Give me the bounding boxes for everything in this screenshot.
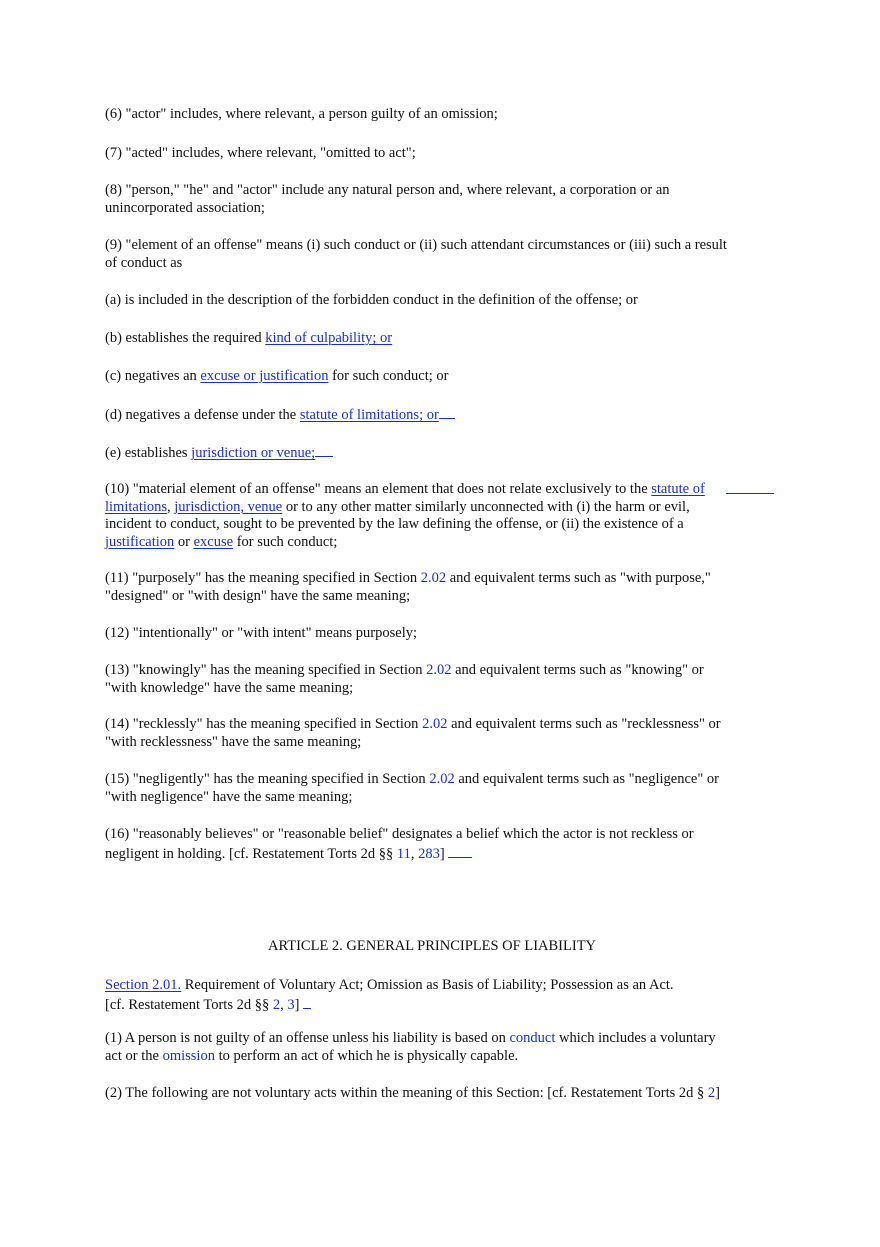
- definition-16: (16) "reasonably believes" or "reasonable belief" designates a belief which the actor is not reckless or negligent in holding. [cf. Restatement Torts 2d §§ 11, 283]: [105, 826, 694, 862]
- omission-link[interactable]: omission: [162, 1047, 215, 1064]
- restatement-11-link[interactable]: 11: [396, 845, 411, 862]
- definition-13: (13) "knowingly" has the meaning specified in Section 2.02 and equivalent terms such as "knowing" or "with knowledge" have the same meaning;: [105, 662, 704, 696]
- definition-9e: (e) establishes jurisdiction or venue;: [105, 443, 735, 463]
- definition-9d: (d) negatives a defense under the statute of limitations; or: [105, 405, 735, 425]
- definition-9a: (a) is included in the description of the forbidden conduct in the definition of the offense; or: [105, 292, 638, 308]
- section-2-02-link[interactable]: 2.02: [420, 570, 447, 586]
- restatement-2-link[interactable]: 2: [272, 996, 281, 1013]
- section-2-01-paragraph-1: (1) A person is not guilty of an offense unless his liability is based on conduct which includes a voluntary act or the omission to perform an act of which he is physically capable.: [105, 1030, 716, 1064]
- definition-9b: (b) establishes the required kind of culpability; or: [105, 330, 393, 346]
- definition-9c: (c) negatives an excuse or justification for such conduct; or: [105, 368, 449, 384]
- excuse-justification-link[interactable]: excuse or justification: [200, 368, 329, 384]
- section-2-01-paragraph-2: (2) The following are not voluntary acts within the meaning of this Section: [cf. Restatement Torts 2d § 2]: [105, 1085, 720, 1101]
- section-2-02-link[interactable]: 2.02: [426, 662, 452, 678]
- statute-of-limitations-link[interactable]: statute of limitations: [105, 481, 705, 515]
- conduct-link[interactable]: conduct: [509, 1030, 556, 1046]
- definition-7: (7) "acted" includes, where relevant, "omitted to act";: [105, 145, 416, 161]
- kind-of-culpability-link[interactable]: kind of culpability; or: [265, 330, 393, 346]
- link-underline-blank: [315, 443, 333, 457]
- definition-12: (12) "intentionally" or "with intent" means purposely;: [105, 625, 418, 641]
- definition-6: (6) "actor" includes, where relevant, a person guilty of an omission;: [105, 106, 498, 122]
- statute-of-limitations-link[interactable]: statute of limitations; or: [299, 407, 439, 423]
- jurisdiction-venue-link[interactable]: jurisdiction, venue: [174, 498, 283, 515]
- definition-14: (14) "recklessly" has the meaning specified in Section 2.02 and equivalent terms such as "recklessness" or "with recklessness" have the same meaning;: [105, 716, 721, 750]
- excuse-link[interactable]: excuse: [193, 533, 234, 550]
- section-2-02-link[interactable]: 2.02: [429, 771, 455, 787]
- section-2-02-link[interactable]: 2.02: [422, 716, 448, 732]
- definition-8: (8) "person," "he" and "actor" include any natural person and, where relevant, a corporation or an unincorporated association;: [105, 182, 670, 216]
- definition-15: (15) "negligently" has the meaning specified in Section 2.02 and equivalent terms such as "negligence" or "with negligence" have the same meaning;: [105, 771, 719, 805]
- definition-10: (10) "material element of an offense" means an element that does not relate exclusively to the statute of limitations, jurisdiction, venue or to any other matter similarly unconnected with (i) the harm or evil, incident to conduct, sought to be prevented by the law defining the offense, or (ii) the existence of a justification or excuse for such conduct;: [105, 481, 705, 550]
- definition-9: (9) "element of an offense" means (i) such conduct or (ii) such attendant circumstances or (iii) such a result of conduct as: [105, 237, 727, 271]
- link-underline-blank: [448, 844, 472, 858]
- section-2-01-heading: Section 2.01. Requirement of Voluntary Act; Omission as Basis of Liability; Possession as an Act. [cf. Restatement Torts 2d §§ 2, 3]: [105, 977, 674, 1013]
- section-2-01-link[interactable]: Section 2.01.: [105, 977, 182, 993]
- link-underline-blank: [439, 405, 455, 419]
- link-underline-blank: [303, 995, 311, 1009]
- definition-11: (11) "purposely" has the meaning specified in Section 2.02 and equivalent terms such as "with purpose," "designed" or "with design" have the same meaning;: [105, 570, 711, 604]
- link-underline-blank: [726, 480, 774, 494]
- justification-link[interactable]: justification: [105, 533, 175, 550]
- jurisdiction-venue-link[interactable]: jurisdiction or venue;: [191, 445, 316, 461]
- restatement-283-link[interactable]: 283: [418, 845, 440, 862]
- article-title: ARTICLE 2. GENERAL PRINCIPLES OF LIABILITY: [267, 938, 597, 954]
- restatement-2-link[interactable]: 2: [707, 1085, 716, 1101]
- restatement-3-link[interactable]: 3: [287, 996, 295, 1013]
